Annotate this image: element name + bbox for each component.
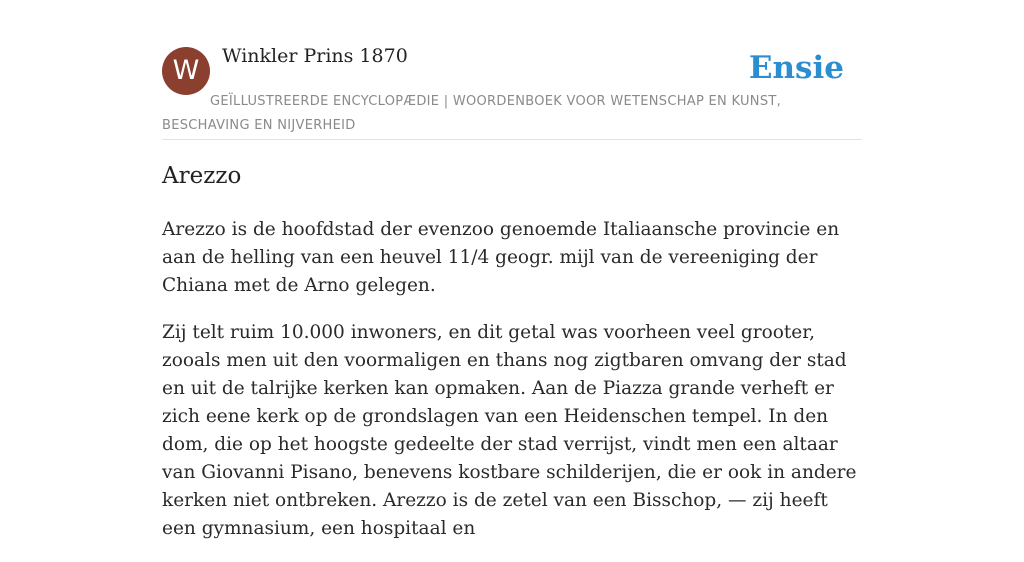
source-avatar[interactable]: W (162, 47, 210, 95)
header-divider (162, 139, 862, 140)
article-paragraph: Arezzo is de hoofdstad der evenzoo genoemde Italiaansche provincie en aan de helling van een heuvel 11/4 geogr. mijl van de vereeniging der Chiana met de Arno gelegen. (162, 219, 840, 296)
article-body (162, 216, 862, 562)
source-title-link[interactable]: Winkler Prins 1870 (222, 45, 408, 67)
article-paragraph: Zij telt ruim 10.000 inwoners, en dit getal was voorheen veel grooter, zooals men uit den voormaligen en thans nog zigtbaren omvang der stad en uit de talrijke kerken kan opmaken. Aan de Piazza grande verheft er zich eene kerk op de grondslagen van een Heidenschen tempel. In den dom, die op het hoogste gedeelte der stad verrijst, vindt men een altaar van Giovanni Pisano, benevens kostbare schilderijen, die er ook in andere kerken niet ontbreken. Arezzo is de zetel van een Bisschop, — zij heeft een gymnasium, een hospitaal en (162, 322, 857, 539)
article-title: Arezzo (162, 163, 242, 189)
page (162, 0, 862, 539)
ensie-logo[interactable]: Ensie (748, 50, 844, 86)
source-subtitle: GEÏLLUSTREERDE ENCYCLOPÆDIE | WOORDENBOEK VOOR WETENSCHAP EN KUNST, BESCHAVING EN NIJVERHEID (162, 94, 782, 133)
